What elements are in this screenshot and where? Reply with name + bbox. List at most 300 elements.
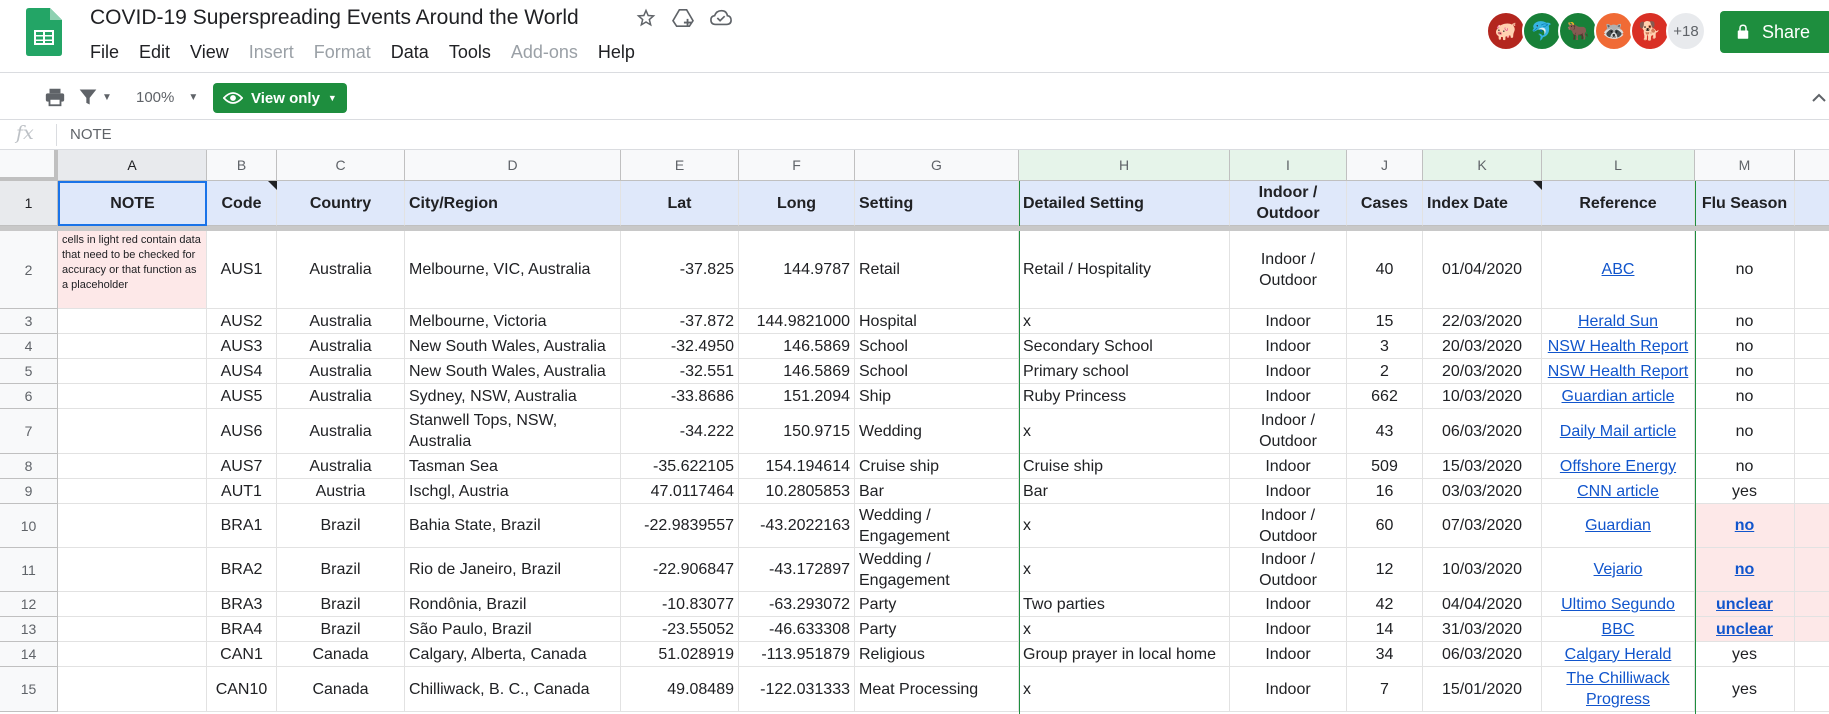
- cell-l5-text[interactable]: NSW Health Report: [1547, 362, 1689, 380]
- menu-add-ons[interactable]: Add-ons: [510, 42, 578, 62]
- cell-c5-text: Australia: [309, 362, 372, 380]
- row-header-15[interactable]: 15: [0, 667, 58, 712]
- column-header-k[interactable]: K: [1423, 150, 1542, 181]
- cell-g12[interactable]: [855, 592, 1019, 617]
- cell-h6[interactable]: [1019, 384, 1230, 409]
- cell-a12[interactable]: [58, 592, 207, 617]
- cell-j4[interactable]: [1347, 334, 1423, 359]
- cell-l13-text[interactable]: BBC: [1601, 620, 1635, 638]
- cell-k4[interactable]: [1423, 334, 1542, 359]
- menu-help[interactable]: Help: [597, 42, 635, 62]
- cell-k5[interactable]: [1423, 359, 1542, 384]
- avatar-dolphin-icon[interactable]: 🐬: [1522, 11, 1562, 51]
- header-cell-i[interactable]: [1230, 181, 1347, 226]
- row-header-1[interactable]: 1: [0, 181, 58, 226]
- cell-l9[interactable]: [1542, 479, 1695, 504]
- cell-i11[interactable]: [1230, 548, 1347, 592]
- cell-l14[interactable]: [1542, 642, 1695, 667]
- row-header-14[interactable]: 14: [0, 642, 58, 667]
- cell-h7[interactable]: [1019, 409, 1230, 454]
- cell-d3[interactable]: [405, 309, 621, 334]
- cell-i13[interactable]: [1230, 617, 1347, 642]
- cell-c3[interactable]: [277, 309, 405, 334]
- cell-f3-text: 144.9821000: [756, 312, 850, 330]
- avatar-bull-icon[interactable]: 🐂: [1558, 11, 1598, 51]
- cell-j9[interactable]: [1347, 479, 1423, 504]
- column-header-b[interactable]: B: [207, 150, 277, 181]
- cell-i10[interactable]: [1230, 504, 1347, 548]
- cell-k12[interactable]: [1423, 592, 1542, 617]
- cell-d6[interactable]: [405, 384, 621, 409]
- cell-b11[interactable]: [207, 548, 277, 592]
- header-cell-e[interactable]: [621, 181, 739, 226]
- cell-l15[interactable]: [1542, 667, 1695, 712]
- cell-j2-text: 40: [1375, 261, 1394, 278]
- cell-h8[interactable]: [1019, 454, 1230, 479]
- menu-format[interactable]: Format: [313, 42, 371, 62]
- cell-n2[interactable]: [1795, 231, 1829, 309]
- menu-edit[interactable]: Edit: [139, 42, 171, 62]
- cell-f13[interactable]: [739, 617, 855, 642]
- row-header-10[interactable]: 10: [0, 504, 58, 548]
- cell-b5[interactable]: [207, 359, 277, 384]
- cell-n12[interactable]: [1795, 592, 1829, 617]
- avatar-raccoon-icon[interactable]: 🦝: [1594, 11, 1634, 51]
- cell-c10-text: Brazil: [320, 517, 361, 534]
- cell-i3[interactable]: [1230, 309, 1347, 334]
- header-cell-d[interactable]: [405, 181, 621, 226]
- cell-m9[interactable]: [1695, 479, 1795, 504]
- cell-j5[interactable]: [1347, 359, 1423, 384]
- cell-k3[interactable]: [1423, 309, 1542, 334]
- cell-m10[interactable]: [1695, 504, 1795, 548]
- cell-m12[interactable]: [1695, 592, 1795, 617]
- row-header-5[interactable]: 5: [0, 359, 58, 384]
- row-header-9[interactable]: 9: [0, 479, 58, 504]
- cell-m15[interactable]: [1695, 667, 1795, 712]
- cell-f5[interactable]: [739, 359, 855, 384]
- cell-n4[interactable]: [1795, 334, 1829, 359]
- cell-m7[interactable]: [1695, 409, 1795, 454]
- cell-k14[interactable]: [1423, 642, 1542, 667]
- cell-d4[interactable]: [405, 334, 621, 359]
- cell-h5[interactable]: [1019, 359, 1230, 384]
- cell-j13[interactable]: [1347, 617, 1423, 642]
- cell-l11[interactable]: [1542, 548, 1695, 592]
- cell-e4[interactable]: [621, 334, 739, 359]
- cell-b6[interactable]: [207, 384, 277, 409]
- cell-l10[interactable]: [1542, 504, 1695, 548]
- cell-a8[interactable]: [58, 454, 207, 479]
- cell-c14[interactable]: [277, 642, 405, 667]
- cell-l14-text[interactable]: Calgary Herald: [1564, 645, 1672, 663]
- cell-m8[interactable]: [1695, 454, 1795, 479]
- cell-h12[interactable]: [1019, 592, 1230, 617]
- view-only-button[interactable]: [213, 83, 347, 113]
- cell-c7[interactable]: [277, 409, 405, 454]
- cell-c2[interactable]: [277, 231, 405, 309]
- header-cell-k[interactable]: [1423, 181, 1542, 226]
- cell-g6[interactable]: [855, 384, 1019, 409]
- cell-e10[interactable]: [621, 504, 739, 548]
- cell-l4-text[interactable]: NSW Health Report: [1547, 337, 1689, 355]
- header-cell-g[interactable]: [855, 181, 1019, 226]
- column-header-i[interactable]: I: [1230, 150, 1347, 181]
- cell-d13[interactable]: [405, 617, 621, 642]
- cell-c13-text: Brazil: [320, 620, 361, 638]
- cell-b7[interactable]: [207, 409, 277, 454]
- cell-b3[interactable]: [207, 309, 277, 334]
- cell-a15[interactable]: [58, 667, 207, 712]
- cell-d9[interactable]: [405, 479, 621, 504]
- cell-l9-text[interactable]: CNN article: [1577, 482, 1659, 500]
- cell-a14[interactable]: [58, 642, 207, 667]
- cell-n5[interactable]: [1795, 359, 1829, 384]
- cell-g3[interactable]: [855, 309, 1019, 334]
- cell-a10[interactable]: [58, 504, 207, 548]
- cell-f15[interactable]: [739, 667, 855, 712]
- cell-h9-text: Bar: [1023, 482, 1048, 500]
- cell-f7[interactable]: [739, 409, 855, 454]
- cell-f11[interactable]: [739, 548, 855, 592]
- cell-b4[interactable]: [207, 334, 277, 359]
- cell-k11[interactable]: [1423, 548, 1542, 592]
- cell-g15[interactable]: [855, 667, 1019, 712]
- cell-d12[interactable]: [405, 592, 621, 617]
- column-header-d[interactable]: D: [405, 150, 621, 181]
- cell-g8[interactable]: [855, 454, 1019, 479]
- cell-k7[interactable]: [1423, 409, 1542, 454]
- cell-d15[interactable]: [405, 667, 621, 712]
- cell-b10[interactable]: [207, 504, 277, 548]
- cell-f6[interactable]: [739, 384, 855, 409]
- cell-n7[interactable]: [1795, 409, 1829, 454]
- header-cell-l[interactable]: [1542, 181, 1695, 226]
- cell-k8[interactable]: [1423, 454, 1542, 479]
- cell-c12[interactable]: [277, 592, 405, 617]
- cell-m3[interactable]: [1695, 309, 1795, 334]
- cell-h15[interactable]: [1019, 667, 1230, 712]
- cell-e5[interactable]: [621, 359, 739, 384]
- cell-b8[interactable]: [207, 454, 277, 479]
- column-header-c[interactable]: C: [277, 150, 405, 181]
- cell-n11[interactable]: [1795, 548, 1829, 592]
- cell-a6[interactable]: [58, 384, 207, 409]
- cell-l13[interactable]: [1542, 617, 1695, 642]
- cell-f9[interactable]: [739, 479, 855, 504]
- cell-m2[interactable]: [1695, 231, 1795, 309]
- cell-k6[interactable]: [1423, 384, 1542, 409]
- cell-a13[interactable]: [58, 617, 207, 642]
- top-bar: [0, 0, 1829, 72]
- cell-d7[interactable]: [405, 409, 621, 454]
- row-header-7[interactable]: 7: [0, 409, 58, 454]
- cell-h14[interactable]: [1019, 642, 1230, 667]
- cell-b14[interactable]: [207, 642, 277, 667]
- cell-h4[interactable]: [1019, 334, 1230, 359]
- cell-l4[interactable]: [1542, 334, 1695, 359]
- cell-d5[interactable]: [405, 359, 621, 384]
- cell-g4[interactable]: [855, 334, 1019, 359]
- cell-h11[interactable]: [1019, 548, 1230, 592]
- cell-f4[interactable]: [739, 334, 855, 359]
- cell-j2[interactable]: [1347, 231, 1423, 309]
- cell-j14[interactable]: [1347, 642, 1423, 667]
- column-header-e[interactable]: E: [621, 150, 739, 181]
- menu-tools[interactable]: Tools: [448, 42, 491, 62]
- cell-b12[interactable]: [207, 592, 277, 617]
- row-header-11[interactable]: 11: [0, 548, 58, 592]
- cell-b2[interactable]: [207, 231, 277, 309]
- cell-i6[interactable]: [1230, 384, 1347, 409]
- comment-indicator-icon[interactable]: [268, 181, 277, 190]
- cell-a7[interactable]: [58, 409, 207, 454]
- cell-c10[interactable]: [277, 504, 405, 548]
- cell-e7[interactable]: [621, 409, 739, 454]
- cell-c6[interactable]: [277, 384, 405, 409]
- cell-f10[interactable]: [739, 504, 855, 548]
- cell-l5[interactable]: [1542, 359, 1695, 384]
- cell-m4[interactable]: [1695, 334, 1795, 359]
- cell-n15[interactable]: [1795, 667, 1829, 712]
- cell-d10[interactable]: [405, 504, 621, 548]
- column-header-j[interactable]: J: [1347, 150, 1423, 181]
- avatar-dog-icon[interactable]: 🐕: [1630, 11, 1670, 51]
- cell-k15[interactable]: [1423, 667, 1542, 712]
- note-cell[interactable]: [58, 231, 207, 309]
- cell-d13-text: São Paulo, Brazil: [409, 620, 532, 638]
- column-header-l[interactable]: L: [1542, 150, 1695, 181]
- cell-m5[interactable]: [1695, 359, 1795, 384]
- cell-c8[interactable]: [277, 454, 405, 479]
- menu-insert[interactable]: Insert: [248, 42, 294, 62]
- menu-view[interactable]: View: [190, 42, 229, 62]
- row-header-13[interactable]: 13: [0, 617, 58, 642]
- cell-l10-text[interactable]: Guardian: [1585, 517, 1651, 534]
- header-cell-h[interactable]: [1019, 181, 1230, 226]
- cell-c4[interactable]: [277, 334, 405, 359]
- print-icon[interactable]: [44, 85, 66, 109]
- cell-e12[interactable]: [621, 592, 739, 617]
- cell-a5[interactable]: [58, 359, 207, 384]
- cell-f14[interactable]: [739, 642, 855, 667]
- header-cell-j[interactable]: [1347, 181, 1423, 226]
- cell-g2[interactable]: [855, 231, 1019, 309]
- cell-g5[interactable]: [855, 359, 1019, 384]
- cell-h3[interactable]: [1019, 309, 1230, 334]
- cell-d8[interactable]: [405, 454, 621, 479]
- formula-input[interactable]: NOTE: [70, 126, 112, 143]
- cell-i12[interactable]: [1230, 592, 1347, 617]
- cell-g5-text: School: [859, 362, 908, 380]
- cell-i2[interactable]: [1230, 231, 1347, 309]
- cell-f12[interactable]: [739, 592, 855, 617]
- cell-m6[interactable]: [1695, 384, 1795, 409]
- cell-f8[interactable]: [739, 454, 855, 479]
- cell-l7-text[interactable]: Daily Mail article: [1559, 422, 1677, 440]
- column-header-f[interactable]: F: [739, 150, 855, 181]
- collapse-toolbar-icon[interactable]: [1812, 85, 1826, 109]
- cell-k10[interactable]: [1423, 504, 1542, 548]
- cell-l8-text[interactable]: Offshore Energy: [1559, 457, 1677, 475]
- cell-l6[interactable]: [1542, 384, 1695, 409]
- header-cell-i-text: Indoor / Outdoor: [1256, 184, 1320, 222]
- cell-l8[interactable]: [1542, 454, 1695, 479]
- cell-e14[interactable]: [621, 642, 739, 667]
- cell-a3[interactable]: [58, 309, 207, 334]
- cloud-status-icon[interactable]: [709, 6, 733, 30]
- cell-g13[interactable]: [855, 617, 1019, 642]
- column-header-a[interactable]: A: [58, 150, 207, 181]
- row-header-2[interactable]: 2: [0, 231, 58, 309]
- cell-j10[interactable]: [1347, 504, 1423, 548]
- cell-h10[interactable]: [1019, 504, 1230, 548]
- star-icon[interactable]: [634, 6, 658, 30]
- cell-l3[interactable]: [1542, 309, 1695, 334]
- cell-j8[interactable]: [1347, 454, 1423, 479]
- header-cell-b[interactable]: [207, 181, 277, 226]
- cell-i14[interactable]: [1230, 642, 1347, 667]
- cell-j3[interactable]: [1347, 309, 1423, 334]
- row-header-6[interactable]: 6: [0, 384, 58, 409]
- cell-i8[interactable]: [1230, 454, 1347, 479]
- cell-n6[interactable]: [1795, 384, 1829, 409]
- row-header-3[interactable]: 3: [0, 309, 58, 334]
- cell-f3[interactable]: [739, 309, 855, 334]
- cell-n8[interactable]: [1795, 454, 1829, 479]
- menu-file[interactable]: File: [90, 42, 120, 62]
- cell-m13[interactable]: [1695, 617, 1795, 642]
- select-all-corner[interactable]: [0, 150, 58, 181]
- column-header-n[interactable]: [1795, 150, 1829, 181]
- header-cell-c[interactable]: [277, 181, 405, 226]
- cell-g14[interactable]: [855, 642, 1019, 667]
- cell-d2[interactable]: [405, 231, 621, 309]
- header-cell-l-text[interactable]: Reference: [1579, 194, 1657, 212]
- column-header-h[interactable]: H: [1019, 150, 1230, 181]
- cell-n9[interactable]: [1795, 479, 1829, 504]
- cell-k9[interactable]: [1423, 479, 1542, 504]
- cell-n13[interactable]: [1795, 617, 1829, 642]
- cell-g9[interactable]: [855, 479, 1019, 504]
- zoom-select[interactable]: [136, 85, 198, 109]
- cell-b13[interactable]: [207, 617, 277, 642]
- cell-g10[interactable]: [855, 504, 1019, 548]
- cell-d14[interactable]: [405, 642, 621, 667]
- cell-e9[interactable]: [621, 479, 739, 504]
- document-title[interactable]: COVID-19 Superspreading Events Around the World: [90, 6, 579, 29]
- move-to-drive-icon[interactable]: [671, 6, 695, 30]
- cell-i9[interactable]: [1230, 479, 1347, 504]
- cell-c5[interactable]: [277, 359, 405, 384]
- cell-j6[interactable]: [1347, 384, 1423, 409]
- cell-n14[interactable]: [1795, 642, 1829, 667]
- cell-c13[interactable]: [277, 617, 405, 642]
- cell-l12[interactable]: [1542, 592, 1695, 617]
- menu-data[interactable]: Data: [390, 42, 429, 62]
- cell-a9[interactable]: [58, 479, 207, 504]
- sheets-logo-icon[interactable]: [26, 8, 62, 56]
- cell-e11[interactable]: [621, 548, 739, 592]
- row-header-12[interactable]: 12: [0, 592, 58, 617]
- cell-c4-text: Australia: [309, 337, 372, 355]
- cell-g11[interactable]: [855, 548, 1019, 592]
- cell-n3[interactable]: [1795, 309, 1829, 334]
- cell-j15[interactable]: [1347, 667, 1423, 712]
- cell-l2[interactable]: [1542, 231, 1695, 309]
- cell-e2[interactable]: [621, 231, 739, 309]
- row-header-4[interactable]: 4: [0, 334, 58, 359]
- cell-g7[interactable]: [855, 409, 1019, 454]
- cell-c11[interactable]: [277, 548, 405, 592]
- cell-e6[interactable]: [621, 384, 739, 409]
- cell-a4[interactable]: [58, 334, 207, 359]
- cell-i15[interactable]: [1230, 667, 1347, 712]
- header-cell-f[interactable]: [739, 181, 855, 226]
- cell-k2[interactable]: [1423, 231, 1542, 309]
- cell-a11[interactable]: [58, 548, 207, 592]
- cell-f2[interactable]: [739, 231, 855, 309]
- cell-l2-text[interactable]: ABC: [1601, 261, 1635, 278]
- cell-l6-text[interactable]: Guardian article: [1561, 387, 1675, 405]
- cell-j7[interactable]: [1347, 409, 1423, 454]
- cell-k13[interactable]: [1423, 617, 1542, 642]
- more-collaborators-badge[interactable]: +18: [1666, 11, 1706, 51]
- cell-h13[interactable]: [1019, 617, 1230, 642]
- cell-e8[interactable]: [621, 454, 739, 479]
- header-cell-e-text: Lat: [667, 194, 692, 212]
- cell-d3-text: Melbourne, Victoria: [409, 312, 547, 330]
- cell-e15[interactable]: [621, 667, 739, 712]
- cell-d11[interactable]: [405, 548, 621, 592]
- filter-icon[interactable]: [78, 85, 112, 109]
- cell-m14[interactable]: [1695, 642, 1795, 667]
- header-cell-n[interactable]: [1795, 181, 1829, 226]
- cell-i7[interactable]: [1230, 409, 1347, 454]
- cell-b15[interactable]: [207, 667, 277, 712]
- column-header-g[interactable]: G: [855, 150, 1019, 181]
- header-cell-m[interactable]: [1695, 181, 1795, 226]
- cell-e3[interactable]: [621, 309, 739, 334]
- cell-c9[interactable]: [277, 479, 405, 504]
- cell-b9[interactable]: [207, 479, 277, 504]
- cell-b9-text: AUT1: [221, 482, 262, 500]
- cell-l3-text[interactable]: Herald Sun: [1577, 312, 1659, 330]
- header-cell-a[interactable]: [58, 181, 207, 226]
- comment-indicator-icon[interactable]: [1533, 181, 1542, 190]
- cell-n10[interactable]: [1795, 504, 1829, 548]
- cell-l7[interactable]: [1542, 409, 1695, 454]
- filter-dropdown-icon[interactable]: ▼: [102, 91, 112, 103]
- share-button[interactable]: [1720, 11, 1829, 53]
- cell-e13[interactable]: [621, 617, 739, 642]
- cell-l11-text[interactable]: Vejario: [1593, 561, 1643, 578]
- cell-c15[interactable]: [277, 667, 405, 712]
- cell-h2[interactable]: [1019, 231, 1230, 309]
- column-header-m[interactable]: M: [1695, 150, 1795, 181]
- cell-i5[interactable]: [1230, 359, 1347, 384]
- cell-i4[interactable]: [1230, 334, 1347, 359]
- cell-j11[interactable]: [1347, 548, 1423, 592]
- cell-j12[interactable]: [1347, 592, 1423, 617]
- cell-l15-text[interactable]: The Chilliwack Progress: [1566, 670, 1670, 708]
- avatar-pig-icon[interactable]: 🐖: [1486, 11, 1526, 51]
- cell-m11[interactable]: [1695, 548, 1795, 592]
- cell-l12-text[interactable]: Ultimo Segundo: [1561, 595, 1675, 613]
- cell-h9[interactable]: [1019, 479, 1230, 504]
- frozen-row-divider[interactable]: [0, 226, 1829, 231]
- row-header-8[interactable]: 8: [0, 454, 58, 479]
